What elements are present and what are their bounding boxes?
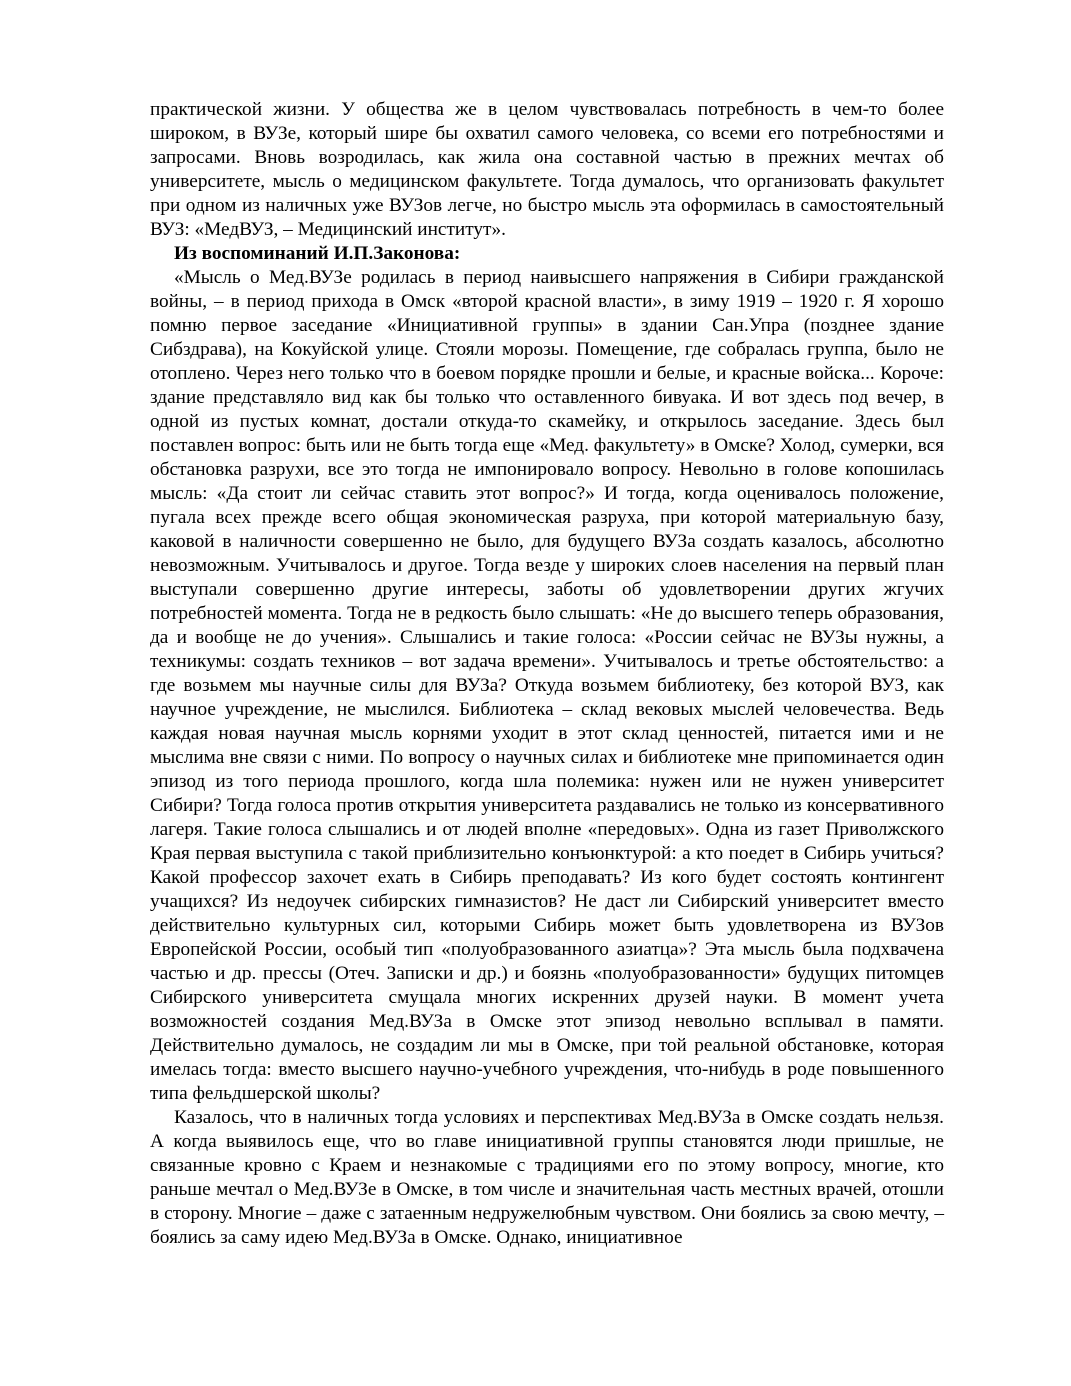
- memoir-quote-paragraph: «Мысль о Мед.ВУЗе родилась в период наивысшего напряжения в Сибири гражданской войны, – в период прихода в Омск «второй красной власти», в зиму 1919 – 1920 г. Я хорошо помню первое заседание «Инициативной группы» в здании Сан.Упра (позднее здание Сибздрава), на Кокуйской улице. Стояли морозы. Помещение, где собралась группа, было не отоплено. Через него только что в боевом порядке прошли и белые, и красные войска... Короче: здание представляло вид как бы только что оставленного бивуака. И вот здесь под вечер, в одной из пустых комнат, достали откуда-то скамейку, и открылось заседание. Здесь был поставлен вопрос: быть или не быть тогда еще «Мед. факультету» в Омске? Холод, сумерки, вся обстановка разрухи, все это тогда не импонировало вопросу. Невольно в голове копошилась мысль: «Да стоит ли сейчас ставить этот вопрос?» И тогда, когда оценивалось положение, пугала всех прежде всего общая экономическая разруха, при которой материальную базу, каковой в наличности совершенно не было, для будущего ВУЗа создать казалось, абсолютно невозможным. Учитывалось и другое. Тогда везде у широких слоев населения на первый план выступали совершенно другие интересы, заботы об удовлетворении других жгучих потребностей момента. Тогда не в редкость было слышать: «Не до высшего теперь образования, да и вообще не до учения». Слышались и такие голоса: «России сейчас не ВУЗы нужны, а техникумы: создать техников – вот задача времени». Учитывалось и третье обстоятельство: а где возьмем мы научные силы для ВУЗа? Откуда возьмем библиотеку, без которой ВУЗ, как научное учреждение, не мыслился. Библиотека – склад вековых мыслей человечества. Ведь каждая новая научная мысль корнями уходит в этот склад ценностей, питается ими и не мыслима вне связи с ними. По вопросу о научных силах и библиотеке мне припоминается один эпизод из того периода прошлого, когда шла полемика: нужен или не нужен университет Сибири? Тогда голоса против открытия университета раздавались не только из консервативного лагеря. Такие голоса слышались и от людей вполне «передовых». Одна из газет Приволжского Края первая выступила с такой приблизительно конъюнктурой: а кто поедет в Сибирь учиться? Какой профессор захочет ехать в Сибирь преподавать? Из кого будет состоять контингент учащихся? Из недоучек сибирских гимназистов? Не даст ли Сибирский университет вместо действительно культурных сил, которыми Сибирь может быть удовлетворена из ВУЗов Европейской России, особый тип «полуобразованного азиатца»? Эта мысль была подхвачена частью и др. прессы (Отеч. Записки и др.) и боязнь «полуобразованности» будущих питомцев Сибирского университета смущала многих искренних друзей науки. В момент учета возможностей создания Мед.ВУЗа в Омске этот эпизод невольно всплывал в памяти. Действительно думалось, не создадим ли мы в Омске, при той реальной обстановке, которая имелась тогда: вместо высшего научно-учебного учреждения, что-нибудь в роде повышенного типа фельдшерской школы?: [150, 267, 944, 1104]
- closing-paragraph: Казалось, что в наличных тогда условиях и перспективах Мед.ВУЗа в Омске создать нельзя. А когда выявилось еще, что во главе инициативной группы становятся люди пришлые, не связанные кровно с Краем и незнакомые с традициями его по этому вопросу, многие, кто раньше мечтал о Мед.ВУЗе в Омске, в том числе и значительная часть местных врачей, отошли в сторону. Многие – даже с затаенным недружелюбным чувством. Они боялись за свою мечту, – боялись за саму идею Мед.ВУЗа в Омске. Однако, инициативное: [150, 1107, 944, 1248]
- memoir-heading: Из воспоминаний И.П.Законова:: [174, 243, 461, 264]
- document-page: [150, 98, 944, 1250]
- intro-paragraph: практической жизни. У общества же в целом чувствовалась потребность в чем-то более широком, в ВУЗе, который шире бы охватил самого человека, со всеми его потребностями и запросами. Вновь возродилась, как жила она составной частью в прежних мечтах об университете, мысль о медицинском факультете. Тогда думалось, что организовать факультет при одном из наличных уже ВУЗов легче, но быстро мысль эта оформилась в самостоятельный ВУЗ: «МедВУЗ, – Медицинский институт».: [150, 99, 944, 240]
